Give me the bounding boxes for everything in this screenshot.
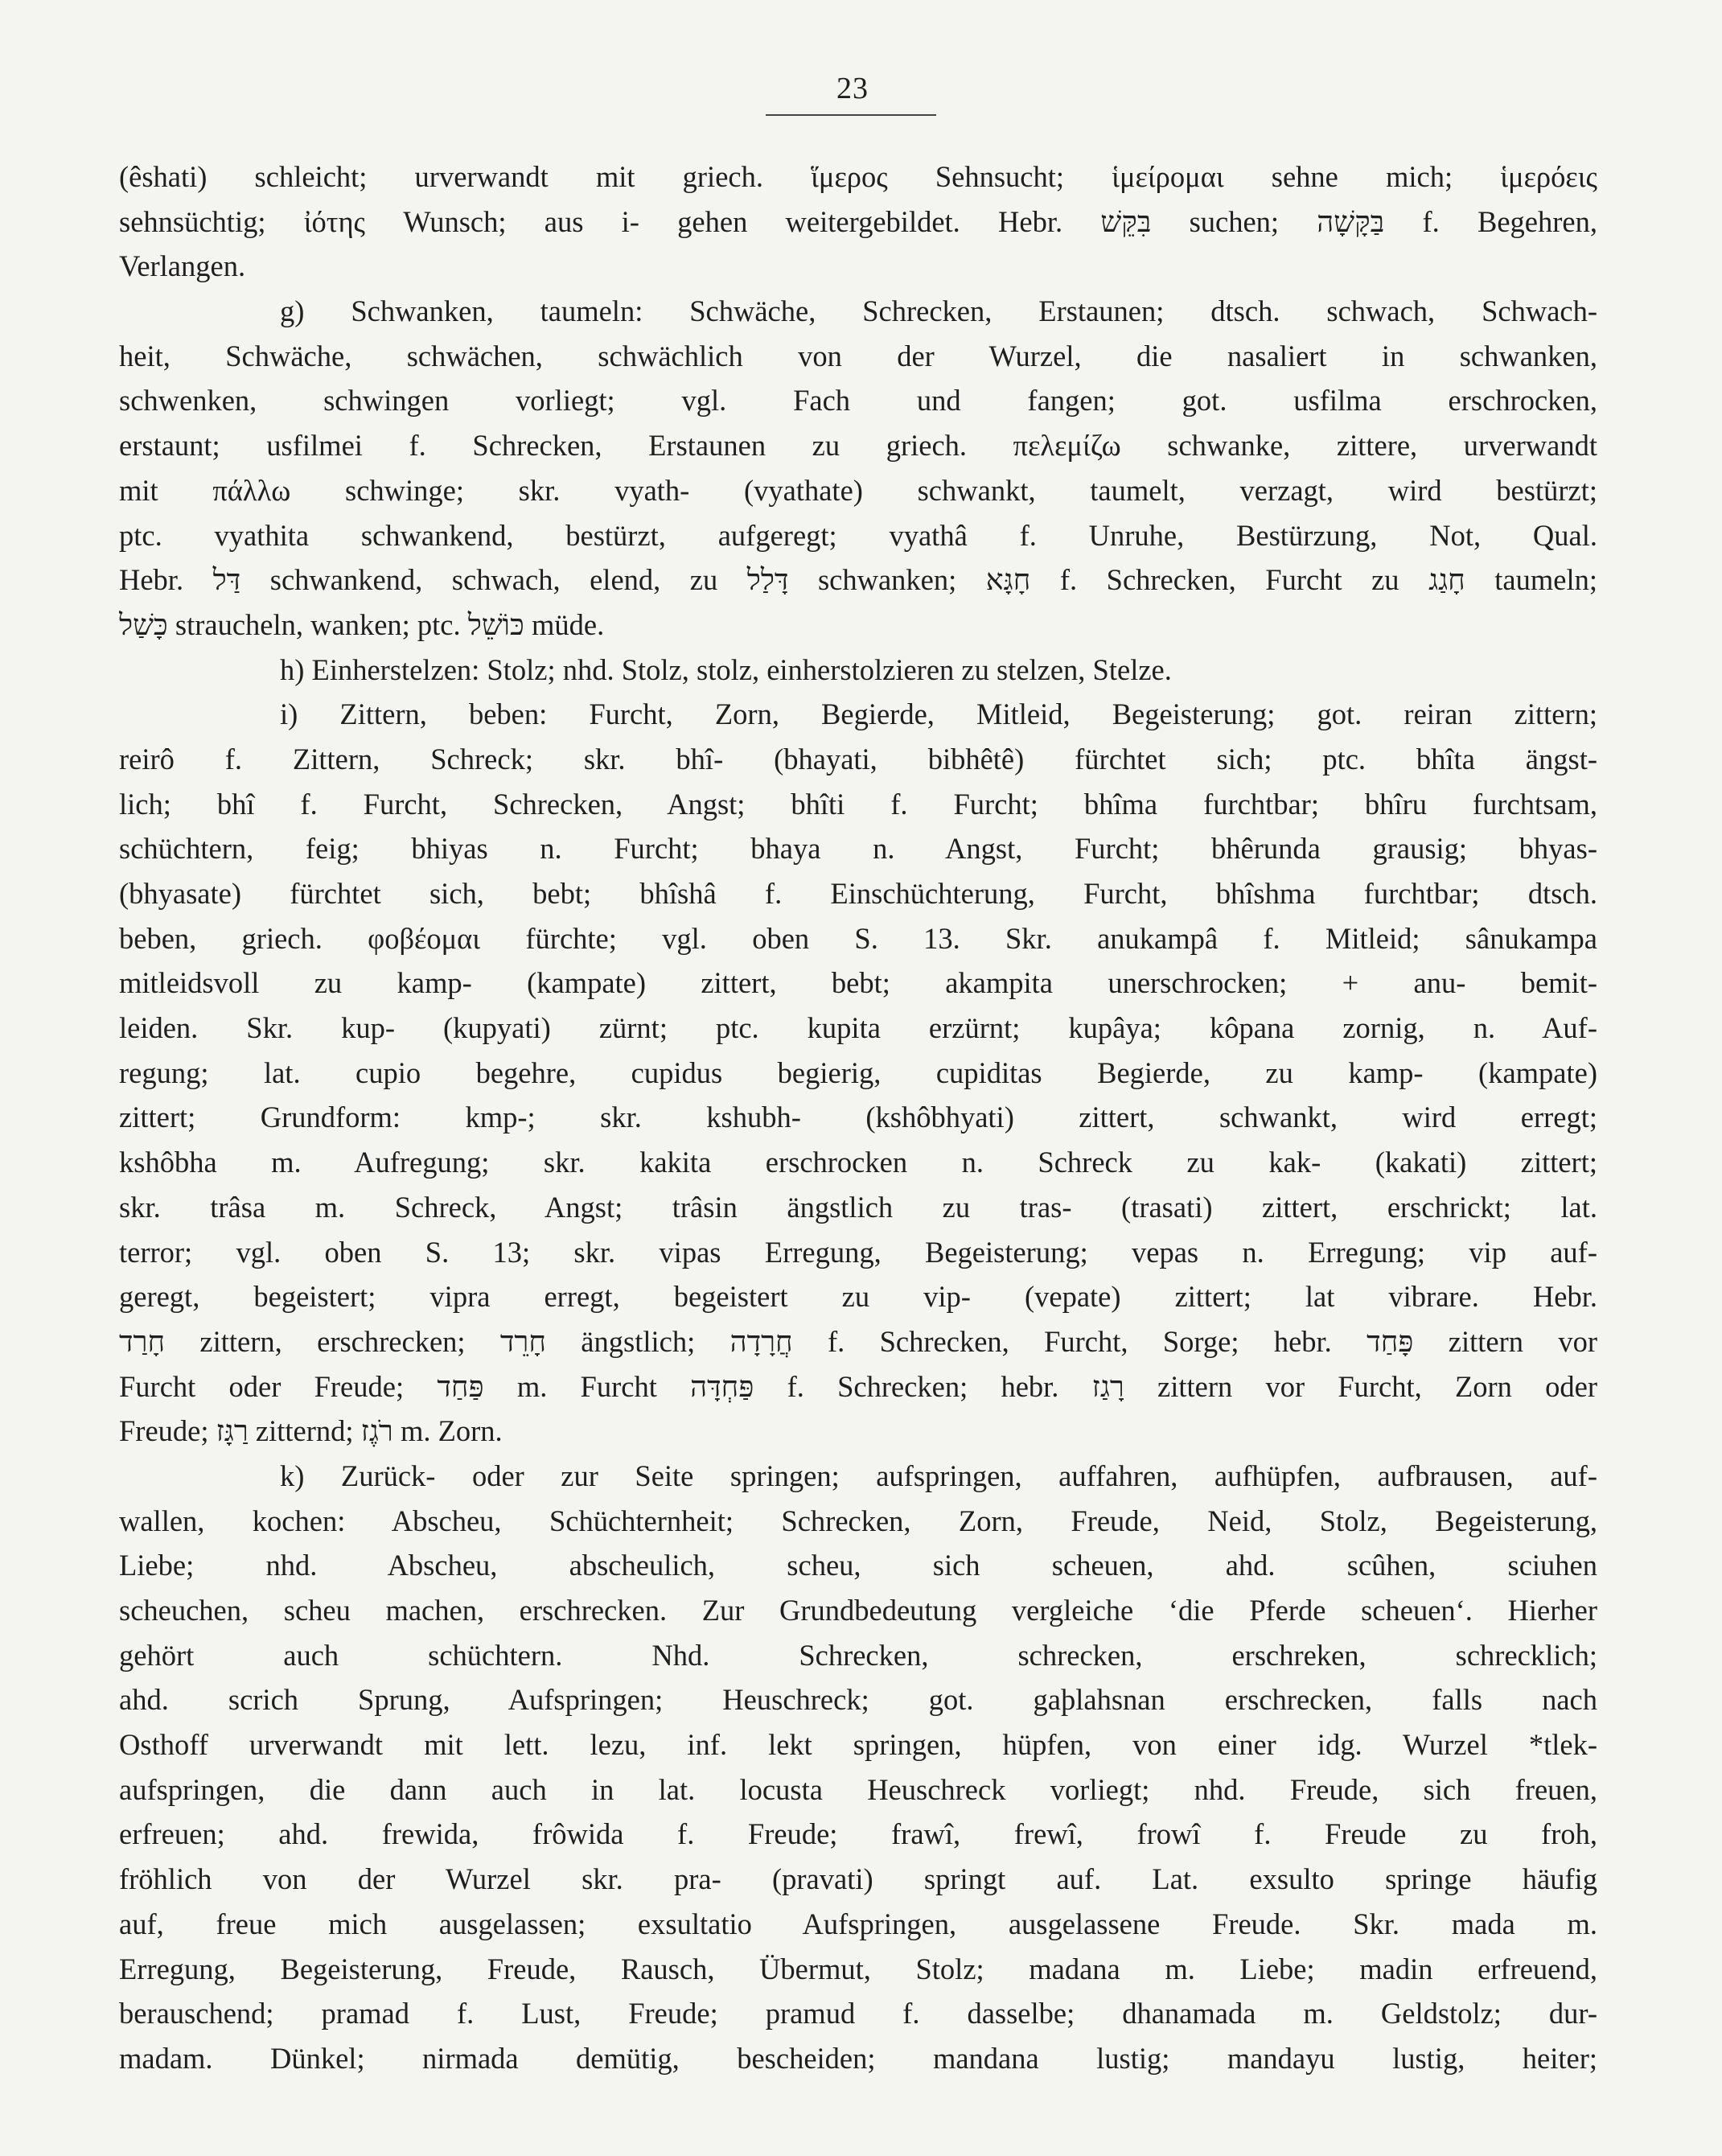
text-line: scheuchen, scheu machen, erschrecken. Zur Grundbedeutung vergleiche ‘die Pferde scheuen‘. Hierher bbox=[119, 1594, 1597, 1627]
text-line: schwenken, schwingen vorliegt; vgl. Fach und fangen; got. usfilma erschrocken, bbox=[119, 384, 1597, 418]
text-line: sehnsüchtig; ἰότης Wunsch; aus i- gehen weitergebildet. Hebr. בִּקֵּשׁ suchen; בַּקָּשָׁה f. Begehren, bbox=[119, 204, 1597, 238]
text-line: ptc. vyathita schwankend, bestürzt, aufgeregt; vyathâ f. Unruhe, Bestürzung, Not, Qual. bbox=[119, 518, 1597, 552]
text-line: auf, freue mich ausgelassen; exsultatio Aufspringen, ausgelassene Freude. Skr. mada m. bbox=[119, 1907, 1597, 1940]
text-line: geregt, begeistert; vipra erregt, begeistert zu vip- (vepate) zittert; lat vibrare. Hebr. bbox=[119, 1280, 1597, 1314]
text-line: g) Schwanken, taumeln: Schwäche, Schrecken, Erstaunen; dtsch. schwach, Schwach- bbox=[280, 294, 1597, 328]
text-line: kshôbha m. Aufregung; skr. kakita erschrocken n. Schreck zu kak- (kakati) zittert; bbox=[119, 1146, 1597, 1179]
text-line: Hebr. דַּל schwankend, schwach, elend, zu דָּלַל schwanken; חָגָּא f. Schrecken, Furcht zu חָגַג taumeln; bbox=[119, 563, 1597, 597]
text-line: i) Zittern, beben: Furcht, Zorn, Begierde, Mitleid, Begeisterung; got. reiran zittern; bbox=[280, 697, 1597, 731]
text-line: leiden. Skr. kup- (kupyati) zürnt; ptc. kupita erzürnt; kupâya; kôpana zornig, n. Auf- bbox=[119, 1011, 1597, 1045]
text-line: חָרַד zittern, erschrecken; חָרֵד ängstlich; חֲרָדָה f. Schrecken, Furcht, Sorge; hebr. פָּחַד zittern vor bbox=[119, 1324, 1597, 1358]
page-number: 23 bbox=[836, 72, 869, 105]
text-line: reirô f. Zittern, Schreck; skr. bhî- (bhayati, bibhêtê) fürchtet sich; ptc. bhîta ängst- bbox=[119, 742, 1597, 776]
text-line: zittert; Grundform: kmp-; skr. kshubh- (kshôbhyati) zittert, schwankt, wird erregt; bbox=[119, 1101, 1597, 1134]
text-line: erfreuen; ahd. frewida, frôwida f. Freude; frawî, frewî, frowî f. Freude zu froh, bbox=[119, 1817, 1597, 1851]
text-line: schüchtern, feig; bhiyas n. Furcht; bhaya n. Angst, Furcht; bhêrunda grausig; bhyas- bbox=[119, 832, 1597, 866]
text-line: wallen, kochen: Abscheu, Schüchternheit; Schrecken, Zorn, Freude, Neid, Stolz, Begeisterung, bbox=[119, 1504, 1597, 1537]
text-line: mitleidsvoll zu kamp- (kampate) zittert, bebt; akampita unerschrocken; + anu- bemit- bbox=[119, 966, 1597, 1000]
text-line: k) Zurück- oder zur Seite springen; aufspringen, auffahren, aufhüpfen, aufbrausen, auf- bbox=[280, 1459, 1597, 1492]
text-line: madam. Dünkel; nirmada demütig, bescheiden; mandana lustig; mandayu lustig, heiter; bbox=[119, 2041, 1597, 2075]
text-line: Osthoff urverwandt mit lett. lezu, inf. lekt springen, hüpfen, von einer idg. Wurzel *tlek- bbox=[119, 1728, 1597, 1762]
text-line: gehört auch schüchtern. Nhd. Schrecken, schrecken, erschreken, schrecklich; bbox=[119, 1638, 1597, 1672]
body-text bbox=[119, 154, 1597, 2081]
text-line: (êshati) schleicht; urverwandt mit griech. ἵμερος Sehnsucht; ἱμείρομαι sehne mich; ἱμερόεις bbox=[119, 160, 1597, 193]
text-line: aufspringen, die dann auch in lat. locusta Heuschreck vorliegt; nhd. Freude, sich freuen, bbox=[119, 1772, 1597, 1806]
text-line: Freude; רַגָּז zitternd; רֹגֶז m. Zorn. bbox=[119, 1414, 503, 1448]
text-line: erstaunt; usfilmei f. Schrecken, Erstaunen zu griech. πελεμίζω schwanke, zittere, urverwandt bbox=[119, 429, 1597, 463]
text-line: berauschend; pramad f. Lust, Freude; pramud f. dasselbe; dhanamada m. Geldstolz; dur- bbox=[119, 1997, 1597, 2031]
text-line: h) Einherstelzen: Stolz; nhd. Stolz, stolz, einherstolzieren zu stelzen, Stelze. bbox=[280, 652, 1172, 686]
text-line: lich; bhî f. Furcht, Schrecken, Angst; bhîti f. Furcht; bhîma furchtbar; bhîru furchtsam, bbox=[119, 787, 1597, 821]
text-line: (bhyasate) fürchtet sich, bebt; bhîshâ f. Einschüchterung, Furcht, bhîshma furchtbar; dtsch. bbox=[119, 877, 1597, 910]
text-line: fröhlich von der Wurzel skr. pra- (pravati) springt auf. Lat. exsulto springe häufig bbox=[119, 1862, 1597, 1896]
text-line: Liebe; nhd. Abscheu, abscheulich, scheu, sich scheuen, ahd. scûhen, sciuhen bbox=[119, 1549, 1597, 1582]
text-line: heit, Schwäche, schwächen, schwächlich von der Wurzel, die nasaliert in schwanken, bbox=[119, 339, 1597, 372]
header-rule bbox=[766, 114, 936, 116]
text-line: terror; vgl. oben S. 13; skr. vipas Erregung, Begeisterung; vepas n. Erregung; vip auf- bbox=[119, 1235, 1597, 1269]
text-line: כָּשַׁל straucheln, wanken; ptc. כּוֹשֵׁל müde. bbox=[119, 607, 605, 641]
text-line: mit πάλλω schwinge; skr. vyath- (vyathate) schwankt, taumelt, verzagt, wird bestürzt; bbox=[119, 473, 1597, 507]
text-line: Furcht oder Freude; פַּחַד m. Furcht פַּחְדָּה f. Schrecken; hebr. רָגַז zittern vor Furcht, Zorn oder bbox=[119, 1369, 1597, 1403]
text-line: beben, griech. φοβέομαι fürchte; vgl. oben S. 13. Skr. anukampâ f. Mitleid; sânukampa bbox=[119, 921, 1597, 955]
text-line: regung; lat. cupio begehre, cupidus begierig, cupiditas Begierde, zu kamp- (kampate) bbox=[119, 1055, 1597, 1089]
text-line: Verlangen. bbox=[119, 249, 246, 283]
text-line: Erregung, Begeisterung, Freude, Rausch, Übermut, Stolz; madana m. Liebe; madin erfreuend, bbox=[119, 1952, 1597, 1985]
text-line: skr. trâsa m. Schreck, Angst; trâsin ängstlich zu tras- (trasati) zittert, erschrickt; lat. bbox=[119, 1190, 1597, 1224]
text-line: ahd. scrich Sprung, Aufspringen; Heuschreck; got. gaþlahsnan erschrecken, falls nach bbox=[119, 1683, 1597, 1717]
